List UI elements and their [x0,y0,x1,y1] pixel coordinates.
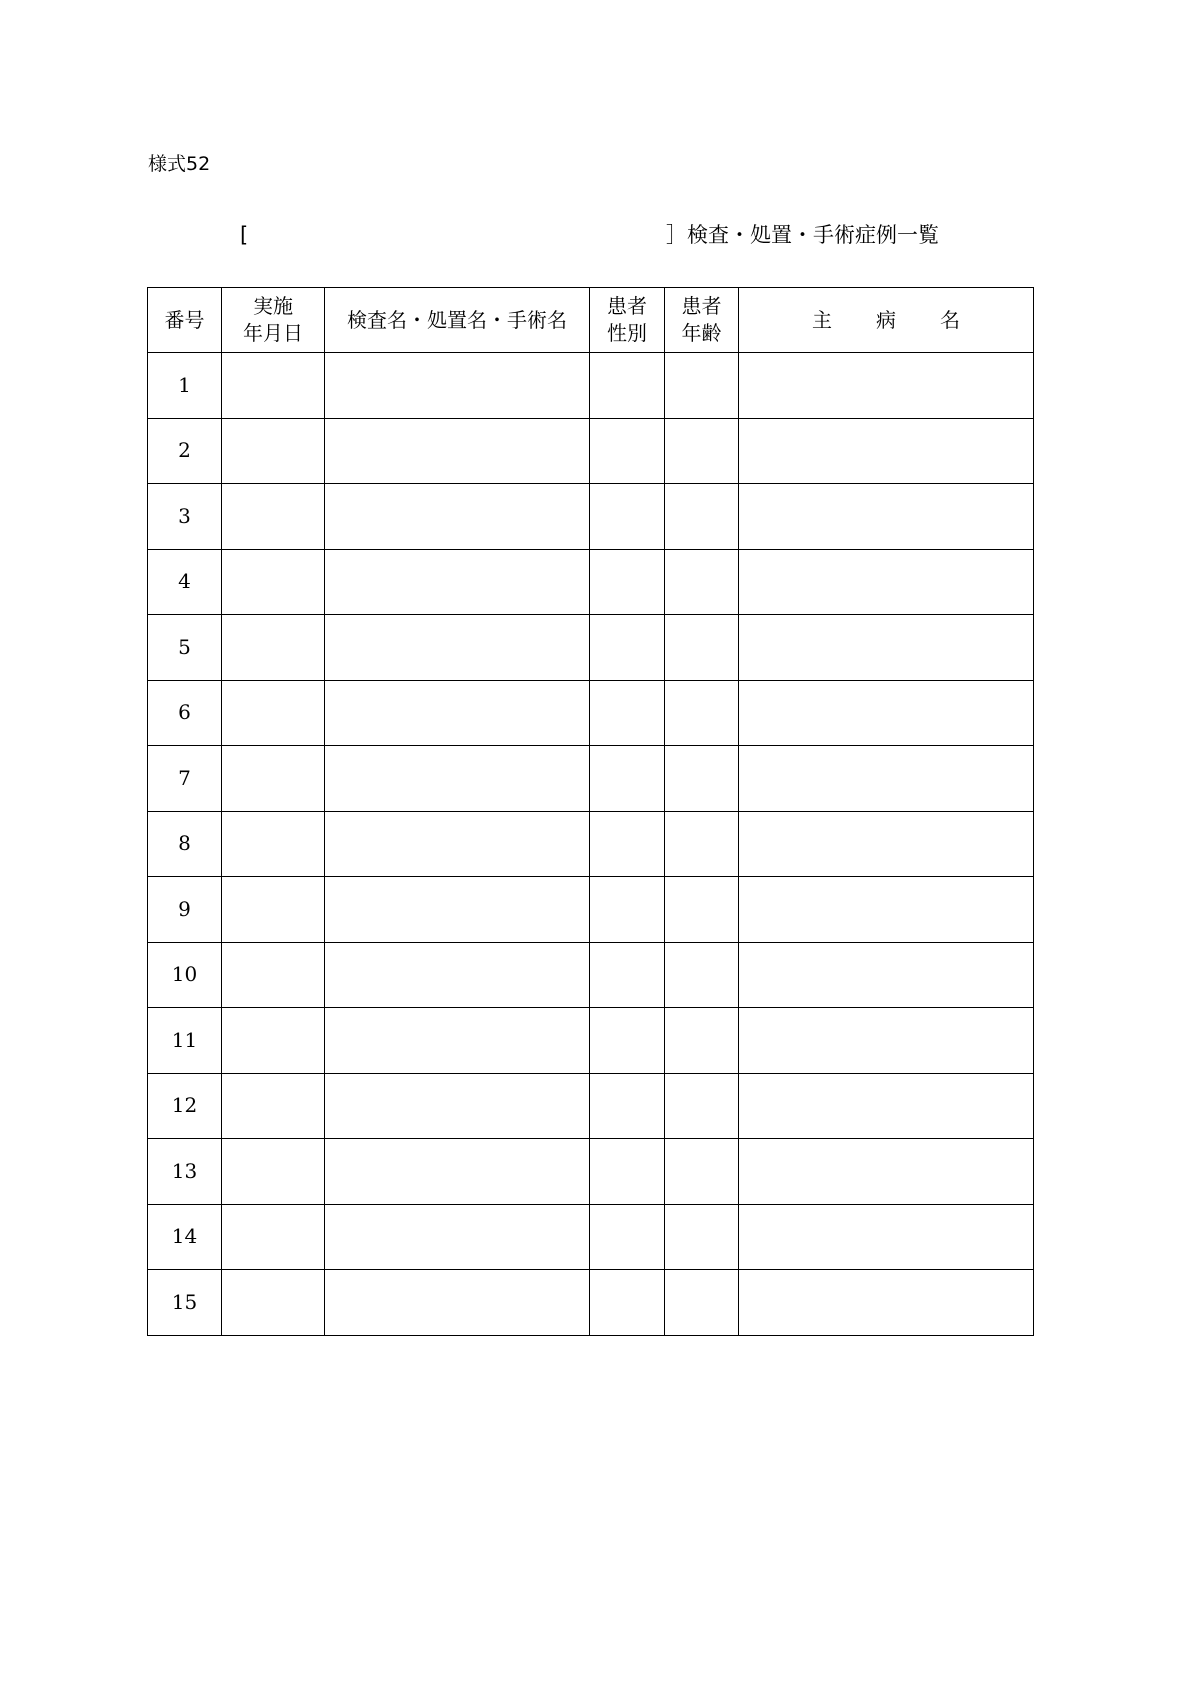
cell-diagnosis[interactable] [739,877,1034,943]
row-number: 2 [148,418,222,484]
cell-procedure[interactable] [325,1139,590,1205]
header-patient-sex [590,288,665,353]
row-number: 15 [148,1270,222,1336]
cell-date[interactable] [222,942,325,1008]
cell-date[interactable] [222,484,325,550]
cell-diagnosis[interactable] [739,680,1034,746]
cell-diagnosis[interactable] [739,1270,1034,1336]
cell-age[interactable] [665,484,739,550]
cell-date[interactable] [222,1139,325,1205]
cell-procedure[interactable] [325,1204,590,1270]
row-number: 3 [148,484,222,550]
cell-procedure[interactable] [325,353,590,419]
cell-procedure[interactable] [325,877,590,943]
cell-age[interactable] [665,811,739,877]
cell-date[interactable] [222,746,325,812]
cell-diagnosis[interactable] [739,484,1034,550]
cell-sex[interactable] [590,877,665,943]
cell-age[interactable] [665,680,739,746]
cell-procedure[interactable] [325,418,590,484]
cell-age[interactable] [665,615,739,681]
page-title: ］検査・処置・手術症例一覧 [666,223,939,247]
header-number: 番号 [148,288,222,353]
cell-procedure[interactable] [325,1073,590,1139]
cell-diagnosis[interactable] [739,1204,1034,1270]
table-row [148,1073,1034,1139]
cell-date[interactable] [222,1270,325,1336]
cell-date[interactable] [222,615,325,681]
row-number: 11 [148,1008,222,1074]
table-row [148,1270,1034,1336]
cell-sex[interactable] [590,746,665,812]
header-date [222,288,325,353]
cell-sex[interactable] [590,680,665,746]
header-patient-age [665,288,739,353]
cell-sex[interactable] [590,353,665,419]
cell-age[interactable] [665,877,739,943]
cell-age[interactable] [665,1270,739,1336]
cell-procedure[interactable] [325,811,590,877]
cell-date[interactable] [222,1073,325,1139]
cell-date[interactable] [222,353,325,419]
row-number: 7 [148,746,222,812]
row-number: 13 [148,1139,222,1205]
header-age-line1: 患者 [681,294,722,318]
cell-diagnosis[interactable] [739,1008,1034,1074]
cell-age[interactable] [665,1073,739,1139]
header-date-line2: 年月日 [243,321,303,345]
cell-age[interactable] [665,942,739,1008]
row-number: 4 [148,549,222,615]
header-diagnosis-char-1: 主 [812,307,832,332]
cell-diagnosis[interactable] [739,942,1034,1008]
row-number: 6 [148,680,222,746]
row-number: 9 [148,877,222,943]
cell-procedure[interactable] [325,615,590,681]
table-body [148,353,1034,1336]
cell-sex[interactable] [590,811,665,877]
cell-date[interactable] [222,418,325,484]
table-row [148,877,1034,943]
cell-diagnosis[interactable] [739,353,1034,419]
header-diagnosis [739,288,1034,353]
cell-diagnosis[interactable] [739,615,1034,681]
cell-date[interactable] [222,1008,325,1074]
header-diagnosis-char-3: 名 [940,307,960,332]
cell-procedure[interactable] [325,484,590,550]
cell-diagnosis[interactable] [739,1073,1034,1139]
table-row [148,353,1034,419]
header-sex-line1: 患者 [607,294,647,318]
table-row [148,418,1034,484]
row-number: 1 [148,353,222,419]
cell-age[interactable] [665,746,739,812]
cell-sex[interactable] [590,484,665,550]
table-row [148,484,1034,550]
table-row [148,1008,1034,1074]
table-row [148,615,1034,681]
title-open-bracket: [ [240,223,249,247]
table-row [148,1139,1034,1205]
cell-diagnosis[interactable] [739,418,1034,484]
cell-procedure[interactable] [325,1270,590,1336]
cell-age[interactable] [665,353,739,419]
row-number: 5 [148,615,222,681]
cell-age[interactable] [665,1204,739,1270]
cell-diagnosis[interactable] [739,1139,1034,1205]
cell-procedure[interactable] [325,680,590,746]
row-number: 12 [148,1073,222,1139]
cell-date[interactable] [222,877,325,943]
cell-diagnosis[interactable] [739,549,1034,615]
table-row [148,942,1034,1008]
cell-procedure[interactable] [325,549,590,615]
table-row [148,811,1034,877]
cell-date[interactable] [222,549,325,615]
cell-sex[interactable] [590,549,665,615]
cell-procedure[interactable] [325,1008,590,1074]
row-number: 14 [148,1204,222,1270]
table-header-row [148,288,1034,353]
case-list-table [147,287,1034,1336]
cell-sex[interactable] [590,942,665,1008]
cell-sex[interactable] [590,1204,665,1270]
cell-sex[interactable] [590,1139,665,1205]
cell-sex[interactable] [590,418,665,484]
header-age-line2: 年齢 [681,321,722,345]
table-row [148,549,1034,615]
cell-sex[interactable] [590,615,665,681]
cell-sex[interactable] [590,1073,665,1139]
form-id: 様式52 [148,153,211,175]
cell-diagnosis[interactable] [739,746,1034,812]
header-procedure: 検査名・処置名・手術名 [325,288,590,353]
cell-date[interactable] [222,1204,325,1270]
cell-sex[interactable] [590,1008,665,1074]
cell-sex[interactable] [590,1270,665,1336]
cell-procedure[interactable] [325,942,590,1008]
cell-diagnosis[interactable] [739,811,1034,877]
cell-date[interactable] [222,680,325,746]
table-row [148,1204,1034,1270]
cell-procedure[interactable] [325,746,590,812]
cell-date[interactable] [222,811,325,877]
row-number: 8 [148,811,222,877]
row-number: 10 [148,942,222,1008]
header-date-line1: 実施 [253,294,293,318]
cell-age[interactable] [665,1008,739,1074]
cell-age[interactable] [665,418,739,484]
cell-age[interactable] [665,1139,739,1205]
header-diagnosis-char-2: 病 [876,307,896,332]
table-row [148,746,1034,812]
table-row [148,680,1034,746]
header-sex-line2: 性別 [607,321,647,345]
cell-age[interactable] [665,549,739,615]
